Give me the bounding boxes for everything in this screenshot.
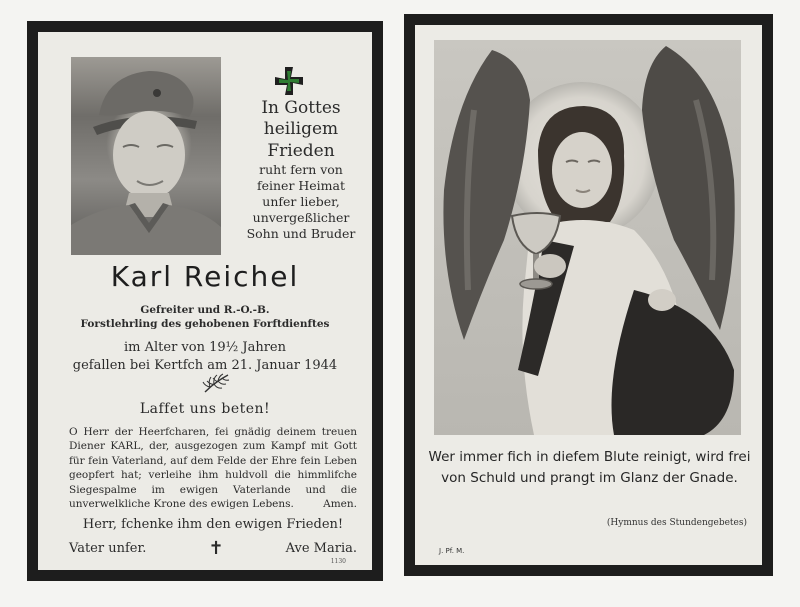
intro-line-4: unvergeßlicher (252, 209, 350, 225)
printer-mark: J. Pf. M. (439, 547, 465, 555)
age-line: im Alter von 19½ Jahren (124, 340, 286, 355)
memorial-card-front (27, 21, 383, 581)
soldier-portrait (71, 57, 221, 255)
card-paper-back (415, 25, 762, 565)
prayer-body: O Herr der Heerfcharen, fei gnädig deinem treuen Diener KARL, der, ausgezogen zum Kampf mit Gott für fein Vaterland, auf dem Felde der Ehre fein Leben geopfert hat; verleihe ihm huldvoll die himmlifche Siegespalme im ewigen Vaterlande und die unverwelkliche Krone des ewigen Lebens. (69, 426, 357, 511)
age-death-block (38, 339, 372, 375)
card-paper-front (38, 32, 372, 570)
angel-with-chalice-image (434, 40, 741, 435)
iron-cross-icon (275, 67, 303, 95)
prayer-footer (69, 538, 357, 559)
rank-block (38, 304, 372, 331)
intro-big-1: In Gottes (261, 98, 341, 118)
intro-big-3: Frieden (267, 140, 335, 161)
death-line: gefallen bei Kertfch am 21. Januar 1944 (72, 358, 338, 374)
prayer-heading: Laffet uns beten! (139, 401, 271, 417)
ave-maria-label: Ave Maria. (285, 541, 357, 556)
intro-line-1: ruht fern von (259, 161, 343, 177)
rank-line-1: Gefreiter und R.-O.-B. (140, 304, 270, 316)
intro-big-2: heiligem (263, 119, 339, 140)
intro-line-2: feiner Heimat (256, 177, 346, 193)
hymn-quote: Wer immer fich in diefem Blute reinigt, wird frei von Schuld und prangt im Glanz der Gnade. (428, 449, 751, 486)
rank-line-2: Forstlehrling des gehobenen Forftdienftes (80, 317, 330, 330)
pater-noster-label: Vater unfer. (69, 541, 147, 556)
deceased-name: Karl Reichel (110, 260, 300, 293)
palm-branch-icon (201, 372, 231, 394)
closing-line: Herr, fchenke ihm den ewigen Frieden! (82, 517, 344, 532)
latin-cross-icon: ✝ (208, 538, 224, 559)
intro-text (216, 98, 372, 242)
prayer-text (69, 425, 357, 512)
intro-line-3: unfer lieber, (262, 193, 340, 209)
intro-line-5: Sohn und Bruder (246, 225, 356, 241)
memorial-card-back (404, 14, 773, 576)
prayer-amen: Amen. (323, 498, 357, 511)
hymn-source: (Hymnus des Stundengebetes) (606, 518, 747, 528)
print-number: 1130 (330, 558, 346, 565)
